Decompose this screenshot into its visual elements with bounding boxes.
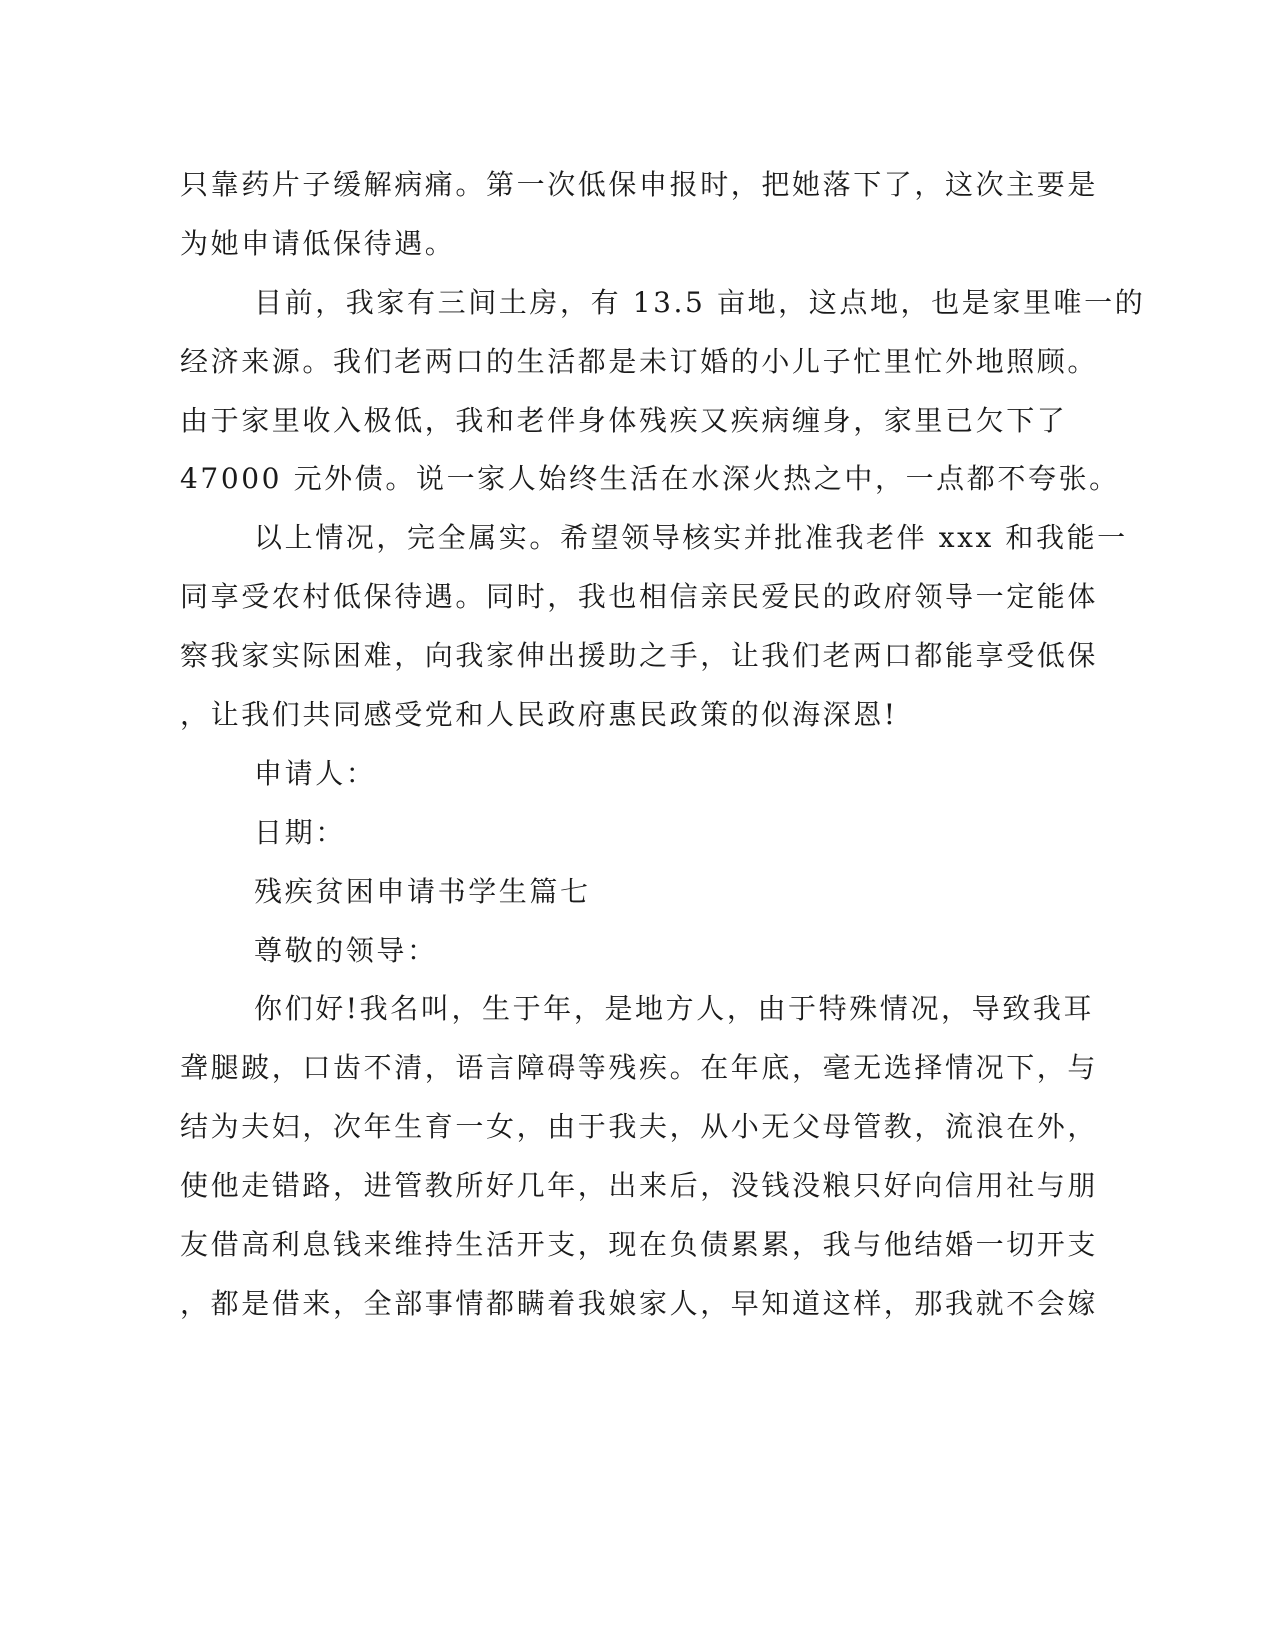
text-line: 由于家里收入极低，我和老伴身体残疾又疾病缠身，家里已欠下了 [180, 403, 1068, 437]
paragraph-start-line: 目前，我家有三间土房，有 13.5 亩地，这点地，也是家里唯一的 [254, 285, 1146, 319]
applicant-label: 申请人： [254, 756, 377, 790]
text-line: 47000 元外债。说一家人始终生活在水深火热之中，一点都不夸张。 [180, 462, 1120, 496]
salutation: 尊敬的领导： [254, 933, 438, 967]
text-line: 友借高利息钱来维持生活开支，现在负债累累，我与他结婚一切开支 [180, 1228, 1099, 1262]
text-line: 为她申请低保待遇。 [180, 226, 456, 260]
text-line: ，都是借来，全部事情都瞒着我娘家人，早知道这样，那我就不会嫁 [180, 1286, 1099, 1320]
text-line: 察我家实际困难，向我家伸出援助之手，让我们老两口都能享受低保 [180, 639, 1099, 673]
text-line: ，让我们共同感受党和人民政府惠民政策的似海深恩! [180, 698, 898, 732]
text-line: 聋腿跛，口齿不清，语言障碍等残疾。在年底，毫无选择情况下，与 [180, 1051, 1099, 1085]
body-text [180, 156, 1146, 1334]
text-line: 经济来源。我们老两口的生活都是未订婚的小儿子忙里忙外地照顾。 [180, 344, 1099, 378]
date-label: 日期： [254, 815, 346, 849]
text-line: 同享受农村低保待遇。同时，我也相信亲民爱民的政府领导一定能体 [180, 580, 1099, 614]
paragraph-start-line: 以上情况，完全属实。希望领导核实并批准我老伴 xxx 和我能一 [254, 521, 1128, 555]
text-line: 只靠药片子缓解病痛。第一次低保申报时，把她落下了，这次主要是 [180, 168, 1099, 201]
text-line: 结为夫妇，次年生育一女，由于我夫，从小无父母管教，流浪在外， [180, 1110, 1099, 1144]
paragraph-start-line: 你们好!我名叫，生于年，是地方人，由于特殊情况，导致我耳 [254, 992, 1095, 1026]
section-heading: 残疾贫困申请书学生篇七 [254, 874, 591, 908]
text-line: 使他走错路，进管教所好几年，出来后，没钱没粮只好向信用社与朋 [180, 1169, 1099, 1203]
